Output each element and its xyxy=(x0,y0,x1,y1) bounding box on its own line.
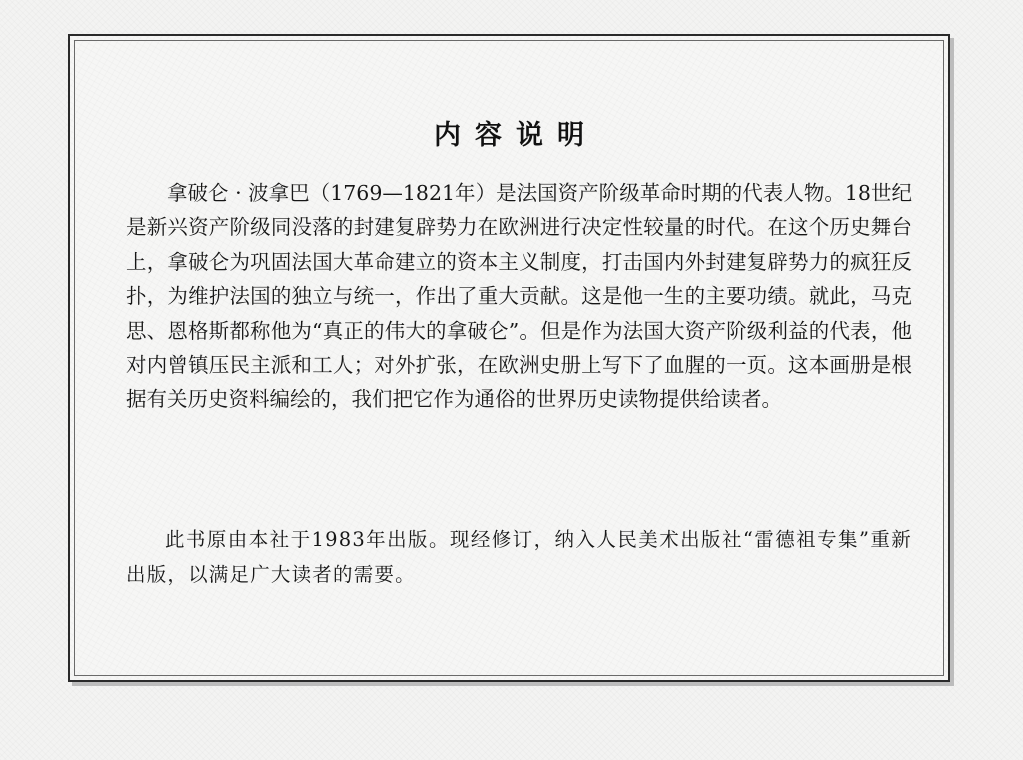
description-paragraph: 拿破仑 · 波拿巴（1769—1821年）是法国资产阶级革命时期的代表人物。18世纪是新兴资产阶级同没落的封建复辟势力在欧洲进行决定性较量的时代。在这个历史舞台上，拿破仑为巩固法国大革命建立的资本主义制度，打击国内外封建复辟势力的疯狂反扑，为维护法国的独立与统一，作出了重大贡献。这是他一生的主要功绩。就此，马克思、恩格斯都称他为“真正的伟大的拿破仑”。但是作为法国大资产阶级利益的代表，他对内曾镇压民主派和工人；对外扩张，在欧洲史册上写下了血腥的一页。这本画册是根据有关历史资料编绘的，我们把它作为通俗的世界历史读物提供给读者。 xyxy=(126,181,912,412)
publication-note-paragraph: 此书原由本社于1983年出版。现经修订，纳入人民美术出版社“雷德祖专集”重新出版，以满足广大读者的需要。 xyxy=(126,528,912,586)
content-frame xyxy=(68,34,950,682)
page-title: 内容说明 xyxy=(434,120,598,151)
